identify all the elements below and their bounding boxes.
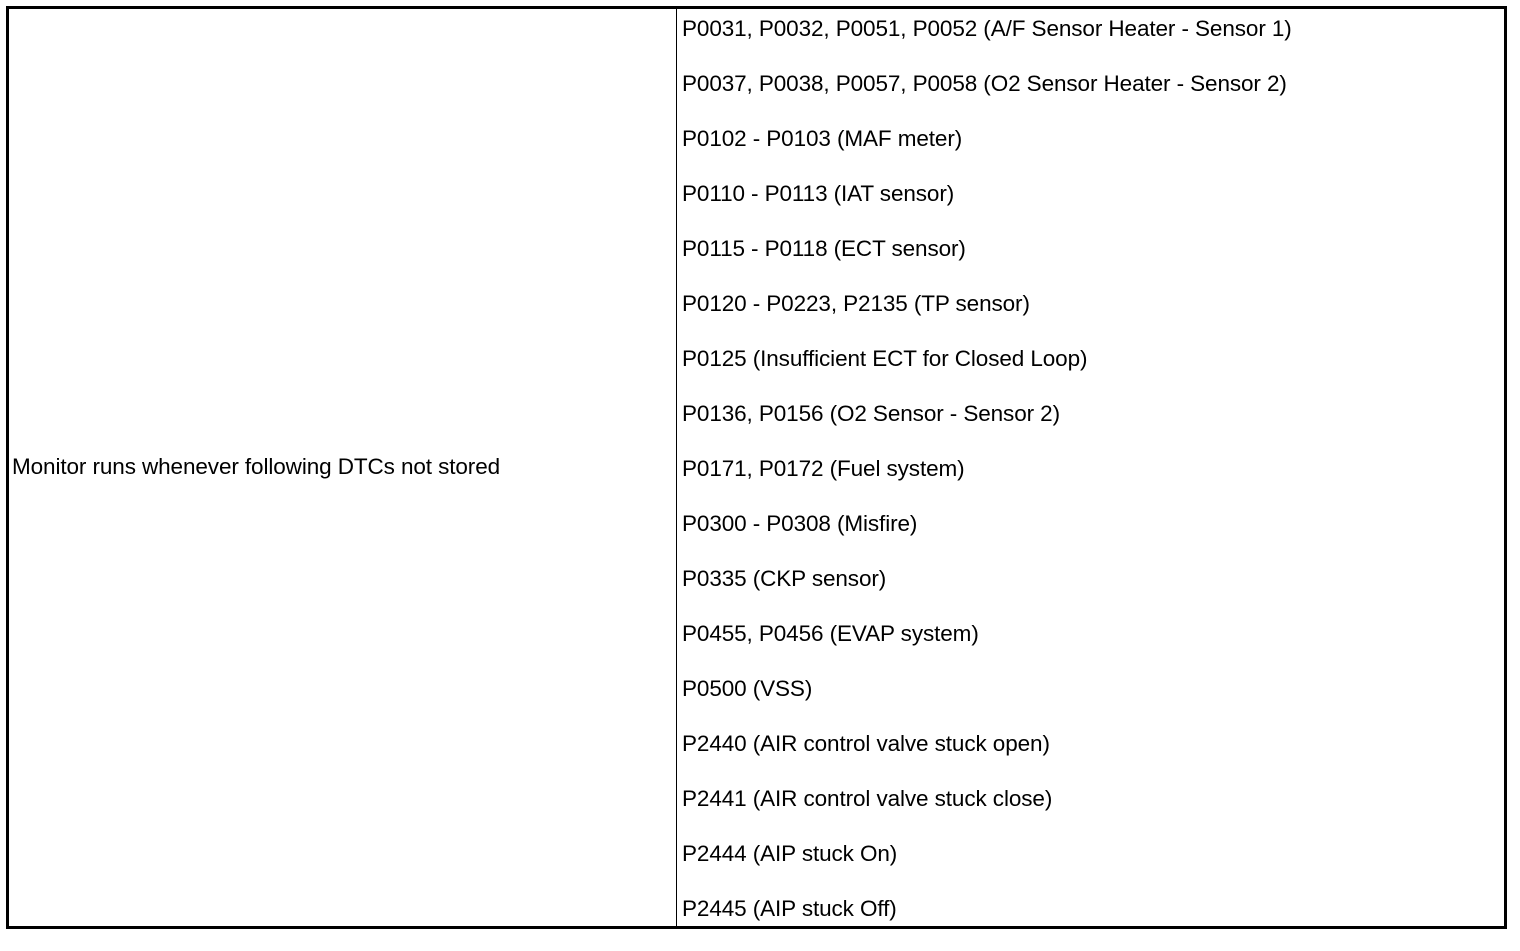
- dtc-item: P2440 (AIR control valve stuck open): [682, 731, 1050, 756]
- dtc-item: P0031, P0032, P0051, P0052 (A/F Sensor Heater - Sensor 1): [682, 16, 1292, 41]
- condition-cell: [9, 9, 676, 926]
- dtc-item: P2441 (AIR control valve stuck close): [682, 786, 1053, 811]
- dtc-cell: [677, 9, 1504, 926]
- dtc-item: P0037, P0038, P0057, P0058 (O2 Sensor Heater - Sensor 2): [682, 71, 1287, 96]
- dtc-table: [6, 6, 1507, 929]
- dtc-item: P0110 - P0113 (IAT sensor): [682, 181, 955, 206]
- dtc-list: [677, 9, 1504, 951]
- dtc-item: P0120 - P0223, P2135 (TP sensor): [682, 291, 1030, 316]
- dtc-item: P0102 - P0103 (MAF meter): [682, 126, 963, 151]
- dtc-item: P0455, P0456 (EVAP system): [682, 621, 979, 646]
- dtc-item: P0300 - P0308 (Misfire): [682, 511, 918, 536]
- dtc-item: P0171, P0172 (Fuel system): [682, 456, 965, 481]
- dtc-item: P2444 (AIP stuck On): [682, 841, 898, 866]
- dtc-item: P0335 (CKP sensor): [682, 566, 887, 591]
- dtc-item: P0136, P0156 (O2 Sensor - Sensor 2): [682, 401, 1060, 426]
- dtc-item: P2445 (AIP stuck Off): [682, 896, 897, 921]
- dtc-item: P0125 (Insufficient ECT for Closed Loop): [682, 346, 1088, 371]
- condition-label: Monitor runs whenever following DTCs not stored: [12, 454, 501, 480]
- dtc-item: P0500 (VSS): [682, 676, 813, 701]
- dtc-item: P0115 - P0118 (ECT sensor): [682, 236, 966, 261]
